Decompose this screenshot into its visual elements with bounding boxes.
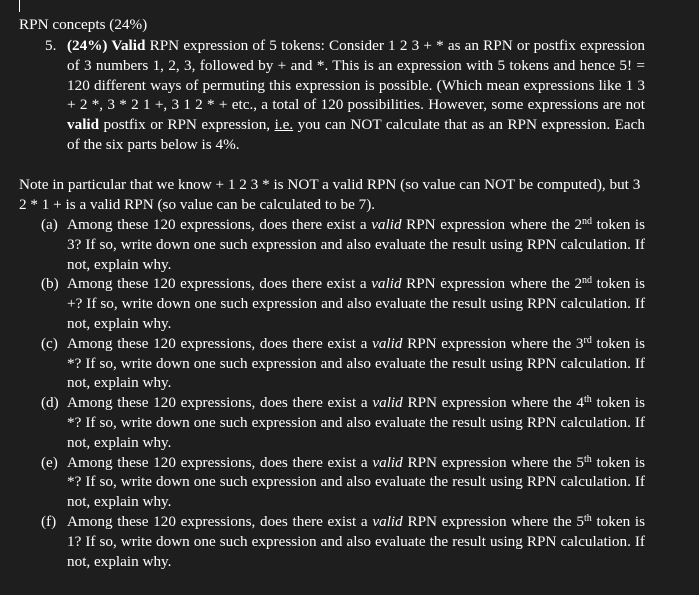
part-text-pre: Among these 120 expressions, does there exist a [67,512,373,530]
ordinal-suffix: th [583,453,592,465]
part-label: (d) [41,394,59,412]
part-text-post: token is *? If so, write down one such expression and also evaluate the result using RPN calculation. If not, explain why. [67,334,646,392]
ordinal-suffix: nd [582,275,593,287]
part-b [41,274,646,333]
part-text-mid: RPN expression where the 3 [402,334,584,352]
part-text [67,274,645,333]
part-text [67,334,645,393]
part-text-pre: Among these 120 expressions, does there exist a [67,334,373,352]
question-body [67,36,645,155]
part-text-mid: RPN expression where the 5 [402,453,584,471]
part-f [41,512,646,571]
part-label: (a) [41,216,58,233]
part-text [67,215,645,274]
part-text-pre: Among these 120 expressions, does there exist a [67,453,373,471]
sub-questions [41,215,646,571]
part-text-mid: RPN expression where the 2 [401,275,583,293]
part-text-mid: RPN expression where the 4 [402,394,584,412]
part-text-mid: RPN expression where the 2 [401,216,583,233]
italic-valid: valid [371,216,402,233]
italic-valid: valid [372,334,403,352]
question-bold-lead: (24%) Valid [67,37,146,54]
question-text-3: you can NOT calculate that as an RPN expression. Each of the six parts below is 4%. [67,116,645,153]
question-text-2: postfix or RPN expression, [99,116,275,134]
italic-valid: valid [372,512,403,530]
part-text-post: token is *? If so, write down one such expression and also evaluate the result using RPN calculation. If not, explain why. [67,453,646,511]
bold-valid: valid [67,116,100,134]
part-text [67,512,645,571]
part-text-post: token is *? If so, write down one such expression and also evaluate the result using RPN calculation. If not, explain why. [67,394,646,451]
question-number: 5. [45,37,57,54]
part-text [67,393,645,452]
italic-valid: valid [372,453,403,471]
part-label: (b) [41,275,59,293]
ordinal-suffix: th [583,394,592,406]
part-text [67,453,645,512]
part-text-pre: Among these 120 expressions, does there exist a [67,394,373,412]
italic-valid: valid [372,394,403,412]
part-e [41,453,646,512]
part-a [41,215,646,274]
question-text-1: RPN expression of 5 tokens: Consider 1 2 3 + * as an RPN or postfix expression of 3 numbers 1, 2, 3, followed by + and *. This is an expression with 5 tokens and hence 5! = 120 different ways of permuting this expression is possible. (Which mean expressions like 1 3 + 2 *, 3 * 2 1 +, 3 1 2 * + etc., a total of 120 possibilities. However, some expressions are not [67,37,645,114]
part-label: (f) [41,512,57,530]
part-text-pre: Among these 120 expressions, does there exist a [67,275,372,293]
ordinal-suffix: nd [582,216,593,227]
part-label: (e) [41,453,58,471]
part-text-mid: RPN expression where the 5 [402,512,584,530]
part-label: (c) [41,334,58,352]
part-c [41,334,646,393]
italic-valid: valid [371,275,402,293]
part-d [41,393,646,452]
part-text-post: token is +? If so, write down one such expression and also evaluate the result using RPN calculation. If not, explain why. [67,275,646,332]
section-heading: RPN concepts (24%) [19,16,148,33]
part-text-post: token is 3? If so, write down one such expression and also evaluate the result using RPN calculation. If not, explain why. [67,216,646,273]
ordinal-suffix: rd [583,334,592,346]
note-paragraph: Note in particular that we know + 1 2 3 * is NOT a valid RPN (so value can NOT be computed), but 3 2 * 1 + is a valid RPN (so value can be calculated to be 7). [19,176,641,213]
question-5 [45,36,645,155]
ordinal-suffix: th [583,512,592,524]
part-text-pre: Among these 120 expressions, does there exist a [67,216,372,233]
ie-abbrev: i.e. [274,116,294,134]
part-text-post: token is 1? If so, write down one such expression and also evaluate the result using RPN calculation. If not, explain why. [67,512,646,570]
text-cursor [19,0,20,12]
